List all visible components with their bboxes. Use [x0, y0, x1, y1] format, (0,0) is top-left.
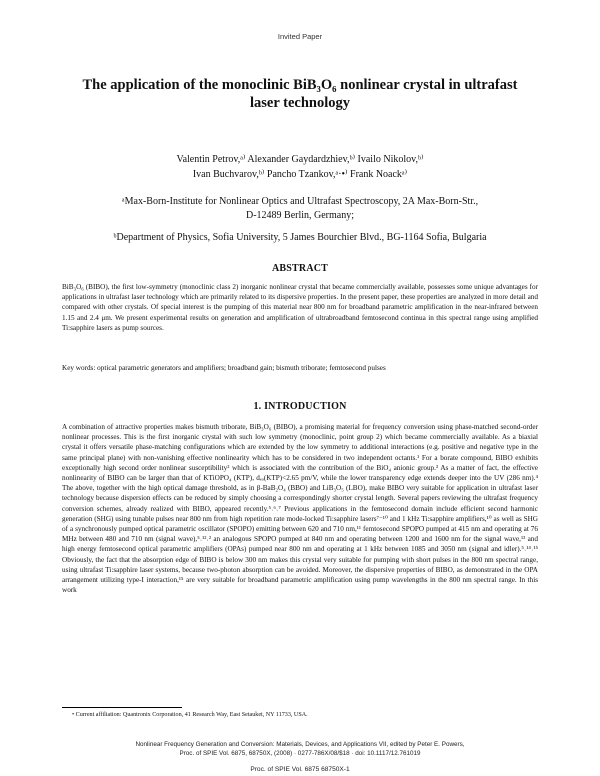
publication-citation	[0, 740, 600, 758]
page-footer: Proc. of SPIE Vol. 6875 68750X-1	[250, 766, 350, 773]
title-line-1: The application of the monoclinic BiB₃O₆ nonlinear crystal in ultrafast	[82, 77, 518, 93]
affiliation-b: ᵇDepartment of Physics, Sofia University, 5 James Bourchier Blvd., BG-1164 Sofia, Bulgaria	[113, 232, 487, 243]
author-list	[0, 152, 600, 182]
paper-title	[0, 76, 600, 112]
footnote-rule	[62, 707, 182, 708]
introduction-text: A combination of attractive properties makes bismuth triborate, BiB₃O₆ (BIBO), a promising material for frequency conversion using phase-matched second-order nonlinear processes. This is the first inorganic crystal with such low symmetry (monoclinic, point group 2) which became commercially available. As a biaxial crystal it offers versatile phase-matching configurations which are extended by the low symmetry to additional interactions (e.g. positive and negative type in the same principal plane) with non-vanishing effective nonlinearity which has to be considered in two independent octants.¹ For a borate compound, BIBO exhibits exceptionally high second order nonlinear susceptibility² which is associated with the contribution of the BiO₄ anionic group.³ As a matter of fact, the effective nonlinearity of BIBO can be larger than that of KTiOPO₄ (KTP), dₑₒ(KTP)<2.65 pm/V, while the lower transparency edge extends deeper into the UV (286 nm).⁴ The above, together with the high optical damage threshold, as in β-BaB₂O₄ (BBO) and LiB₃O₅ (LBO), make BIBO very suitable for application in ultrafast laser technology because dispersion effects can be reduced by simply choosing a correspondingly shorter crystal length. Several papers reviewing the ultrafast frequency conversion schemes, already realized with BIBO, appeared recently.⁵˒⁶˒⁷ Previous applications in the femtosecond domain include efficient second harmonic generation (SHG) using tunable pulses near 800 nm from high repetition rate mode-locked Ti:sapphire lasers⁷⁻¹⁰ and 1 kHz Ti:sapphire amplifiers,¹⁰ as well as SHG of a synchronously pumped optical parametric oscillator (SPOPO) emitting between 620 and 710 nm,¹¹ femtosecond SPOPO pumped at 415 nm and operating at 76 MHz between 480 and 710 nm (signal wave),⁵˒¹²˒² an analogous SPOPO pumped at 840 nm and operating between 1200 and 1600 nm for the signal wave,¹³ and high energy femtosecond optical parametric amplifiers (OPAs) pumped near 800 nm and operating at 1 kHz between 1085 and 3050 nm (signal and idler).⁵˒¹⁴˒¹⁵ Obviously, the fact that the absorption edge of BIBO is below 300 nm makes this crystal very suitable for pumping with short pulses in the 800 nm spectral range, using ultrafast Ti:sapphire laser systems, because two-photon absorption can be avoided. Moreover, the dispersive properties of BIBO, as demonstrated in the OPA arrangement utilizing type-I interaction,¹⁵ are very suitable for broadband parametric amplification using pump wavelengths in the 800 nm spectral range. In this work	[62, 423, 538, 595]
footnote: • Current affiliation: Quantronix Corporation, 41 Research Way, East Setauket, NY 11733, USA.	[72, 712, 308, 718]
affiliation-a-line-1: ᵃMax-Born-Institute for Nonlinear Optics and Ultrafast Spectroscopy, 2A Max-Born-Str.,	[121, 196, 479, 207]
title-line-2: laser technology	[249, 95, 350, 111]
introduction-heading: 1. INTRODUCTION	[253, 401, 347, 412]
abstract-heading: ABSTRACT	[271, 263, 329, 274]
authors-line-1: Valentin Petrov,ᵃ⁾ Alexander Gaydardzhiev,ᵇ⁾ Ivailo Nikolov,ᵇ⁾	[176, 154, 424, 165]
citation-line-2: Proc. of SPIE Vol. 6875, 68750X, (2008) · 0277-786X/08/$18 · doi: 10.1117/12.761019	[179, 750, 421, 757]
citation-line-1: Nonlinear Frequency Generation and Conversion: Materials, Devices, and Applications VII, edited by Peter E. Powers,	[135, 741, 465, 748]
affiliation-a-line-2: D-12489 Berlin, Germany;	[245, 210, 355, 221]
abstract-text: BiB₃O₆ (BIBO), the first low-symmetry (monoclinic class 2) inorganic nonlinear crystal that became commercially available, possesses some unique advantages for applications in ultrafast laser technology which are primarily related to its dispersive properties. In the present paper, these properties are analyzed in more detail and compared with other crystals. Of special interest is the pumping of this material near 800 nm for broadband parametric amplification in the near-infrared between 1.15 and 2.4 μm. We present experimental results on generation and amplification of ultrabroadband femtosecond continua in this spectral range using amplified Ti:sapphire lasers as pump sources.	[62, 283, 538, 332]
running-header: Invited Paper	[277, 32, 323, 41]
affiliations	[0, 195, 600, 245]
keywords: Key words: optical parametric generators and amplifiers; broadband gain; bismuth triborate; femtosecond pulses	[62, 364, 386, 372]
authors-line-2: Ivan Buchvarov,ᵇ⁾ Pancho Tzankov,ᵃ·•⁾ Frank Noackᵃ⁾	[192, 169, 408, 180]
